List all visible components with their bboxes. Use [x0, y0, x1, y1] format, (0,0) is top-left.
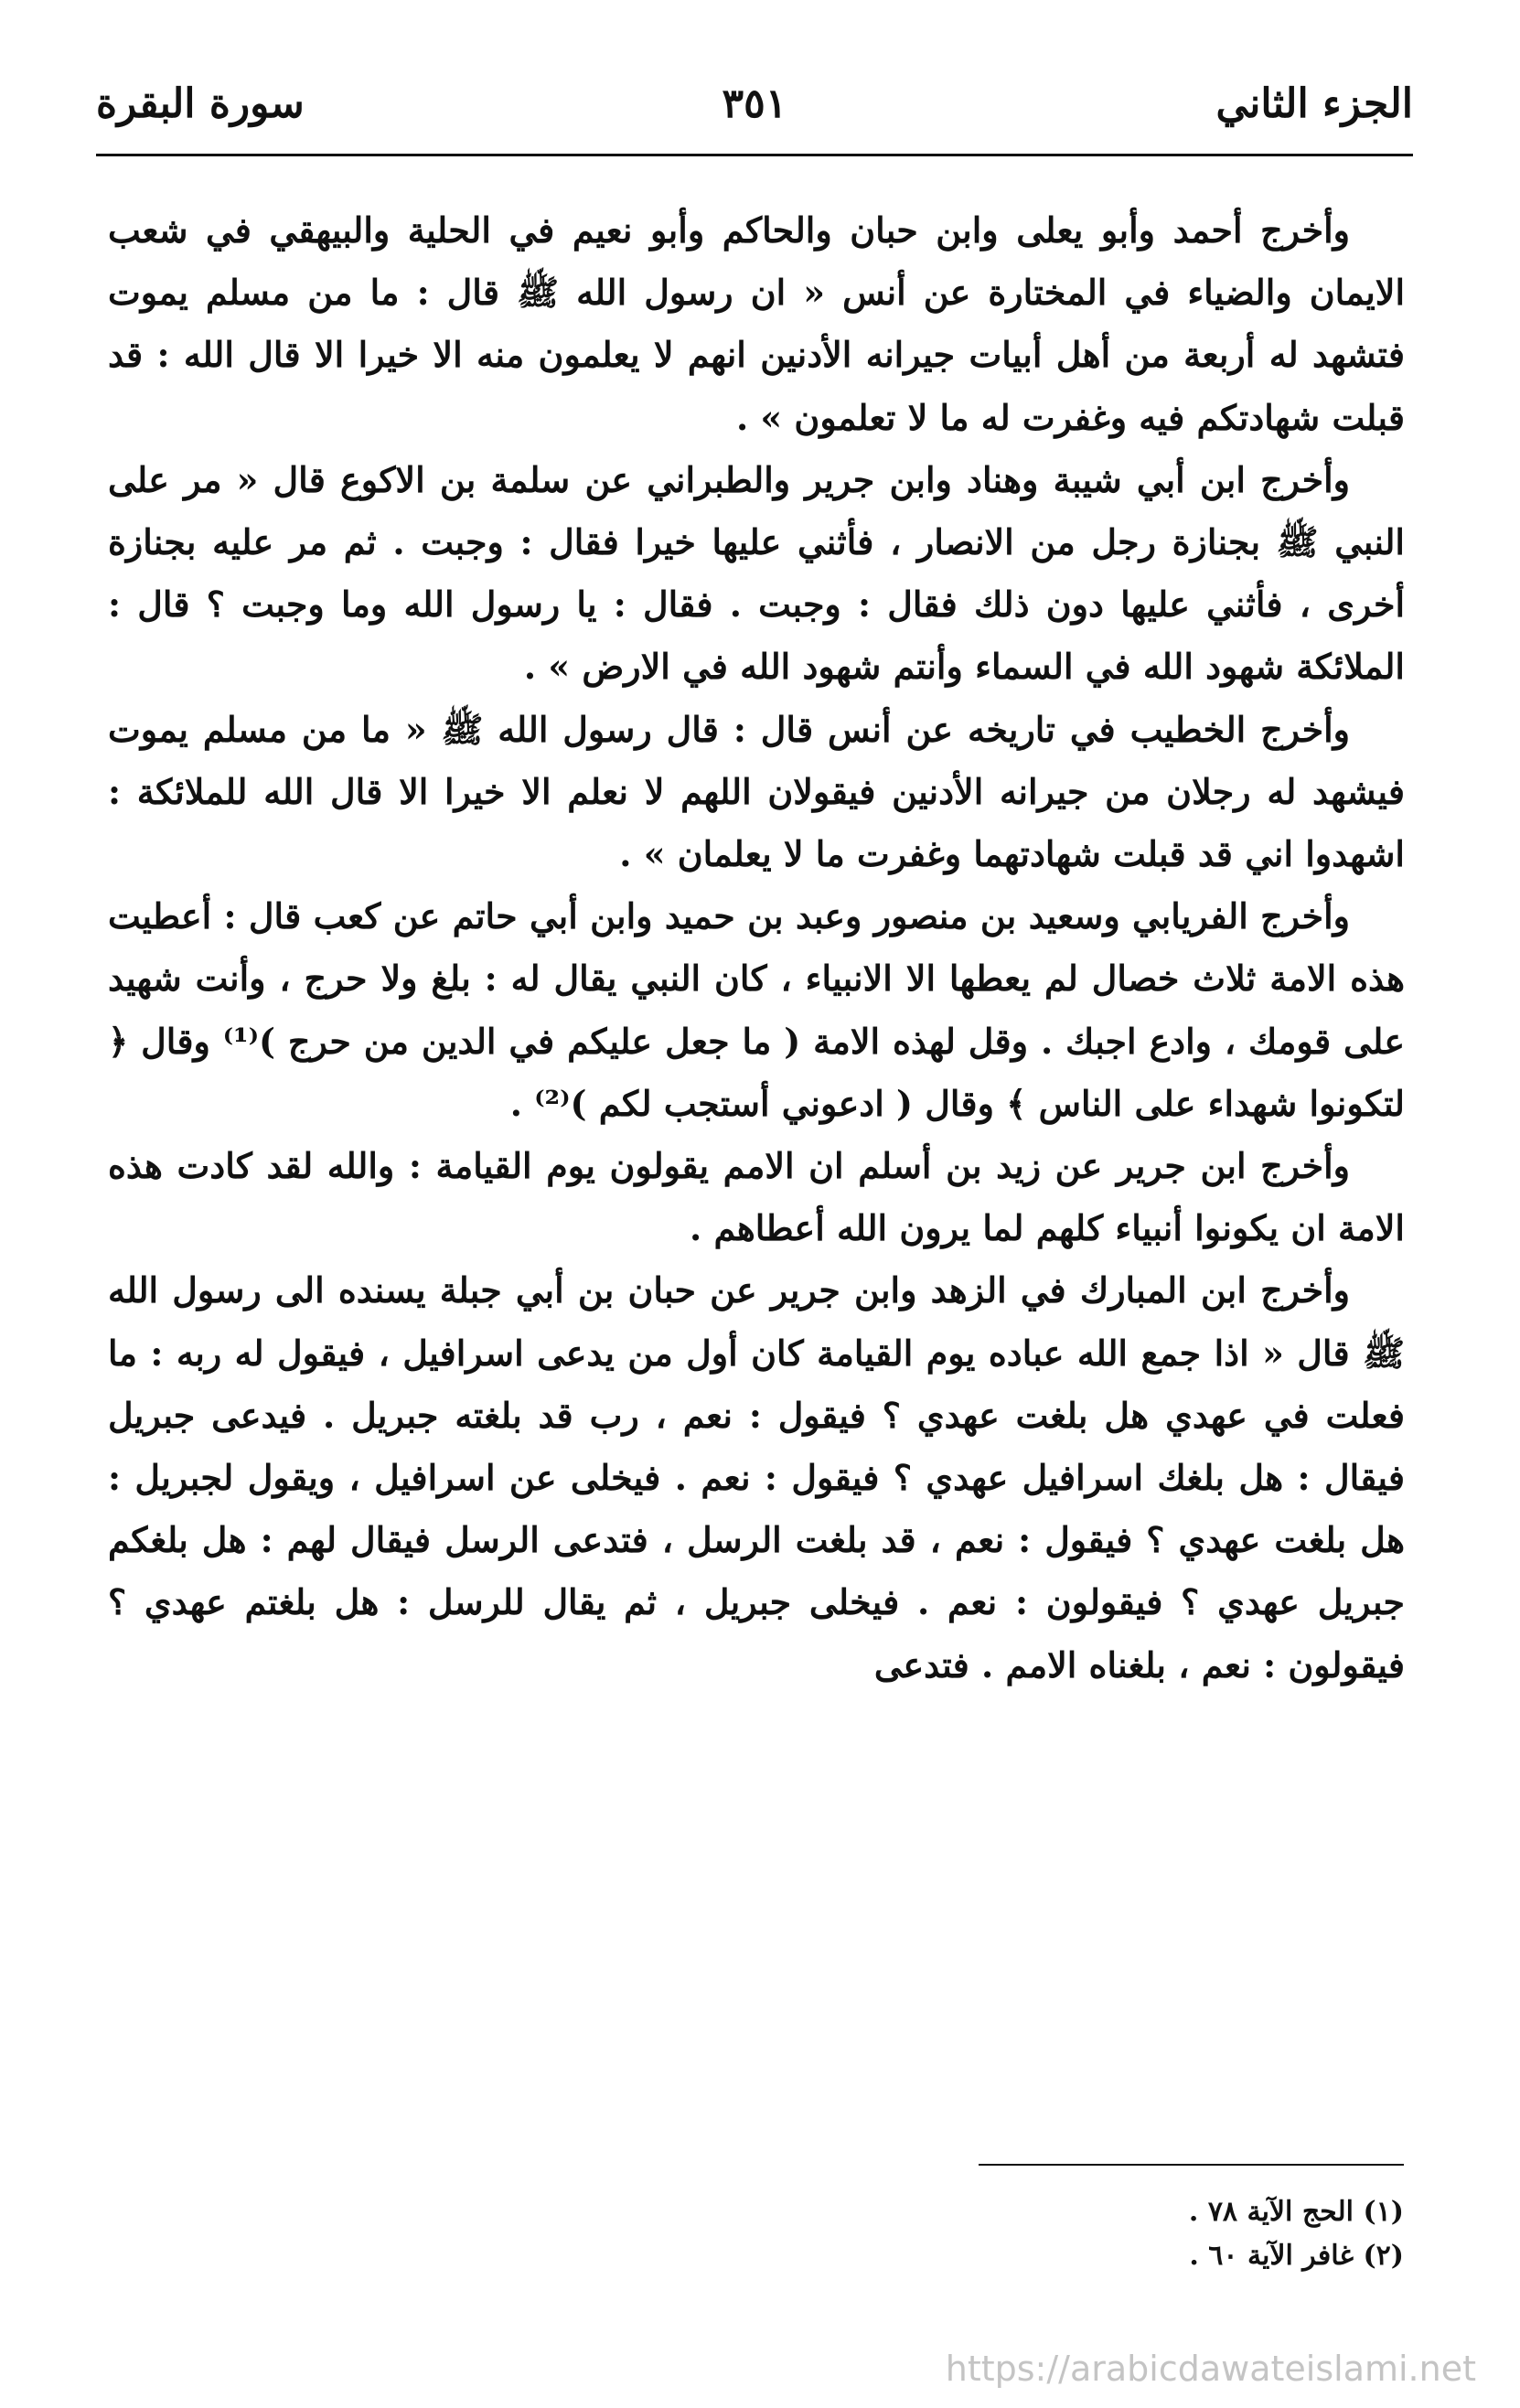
footnote: (١) الحج الآية ٧٨ . [1188, 2196, 1404, 2228]
watermark-url: https://arabicdawateislami.net [945, 2349, 1476, 2389]
paragraph: وأخرج ابن أبي شيبة وهناد وابن جرير والطبراني عن سلمة بن الاكوع قال « مر على النبي ﷺ بجنازة رجل من الانصار ، فأثني عليها خيرا فقال : وجبت . ثم مر عليه بجنازة أخرى ، فأثني عليها دون ذلك فقال : وجبت . فقال : يا رسول الله وما وجبت ؟ قال : الملائكة شهود الله في السماء وأنتم شهود الله في الارض » . [108, 458, 1405, 688]
paragraph: وأخرج ابن المبارك في الزهد وابن جرير عن حبان بن أبي جبلة يسنده الى رسول الله ﷺ قال « اذا جمع الله عباده يوم القيامة كان أول من يدعى اسرافيل ، فيقول له ربه : ما فعلت في عهدي هل بلغت عهدي ؟ فيقول : نعم ، رب قد بلغته جبريل . فيدعى جبريل فيقال : هل بلغك اسرافيل عهدي ؟ فيقول : نعم . فيخلى عن اسرافيل ، ويقول لجبريل : هل بلغت عهدي ؟ فيقول : نعم ، قد بلغت الرسل ، فتدعى الرسل فيقال لهم : هل بلغكم جبريل عهدي ؟ فيقولون : نعم . فيخلى جبريل ، ثم يقال للرسل : هل بلغتم عهدي ؟ فيقولون : نعم ، بلغناه الامم . فتدعى [108, 1269, 1405, 1686]
part-label: الجزء الثاني [1215, 80, 1413, 127]
footnote: (٢) غافر الآية ٦٠ . [1189, 2240, 1404, 2272]
paragraph: وأخرج أحمد وأبو يعلى وابن حبان والحاكم وأبو نعيم في الحلية والبيهقي في شعب الايمان والضياء في المختارة عن أنس « ان رسول الله ﷺ قال : ما من مسلم يموت فتشهد له أربعة من أهل أبيات جيرانه الأدنين انهم لا يعلمون منه الا خيرا الا قال الله : قد قبلت شهادتكم فيه وغفرت له ما لا تعلمون » . [108, 209, 1405, 438]
paragraph: وأخرج ابن جرير عن زيد بن أسلم ان الامم يقولون يوم القيامة : والله لقد كادت هذه الامة ان يكونوا أنبياء كلهم لما يرون الله أعطاهم . [108, 1145, 1405, 1249]
header-divider [96, 154, 1413, 156]
footnote-divider [979, 2164, 1404, 2166]
paragraph: وأخرج الخطيب في تاريخه عن أنس قال : قال رسول الله ﷺ « ما من مسلم يموت فيشهد له رجلان من جيرانه الأدنين فيقولان اللهم لا نعلم الا خيرا الا قال الله للملائكة : اشهدوا اني قد قبلت شهادتهما وغفرت ما لا يعلمان » . [108, 708, 1405, 875]
main-text [108, 199, 1405, 1696]
running-head [96, 80, 1413, 144]
footnotes [823, 2190, 1404, 2278]
page-number: ٣٥١ [722, 80, 787, 127]
surah-label: سورة البقرة [96, 80, 305, 127]
paragraph: وأخرج الفريابي وسعيد بن منصور وعبد بن حميد وابن أبي حاتم عن كعب قال : أعطيت هذه الامة ثلاث خصال لم يعطها الا الانبياء ، كان النبي يقال له : بلغ ولا حرج ، وأنت شهيد على قومك ، وادع اجبك . وقل لهذه الامة ( ما جعل عليكم في الدين من حرج )⁽¹⁾ وقال ﴿ لتكونوا شهداء على الناس ﴾ وقال ( ادعوني أستجب لكم )⁽²⁾ . [108, 895, 1405, 1124]
